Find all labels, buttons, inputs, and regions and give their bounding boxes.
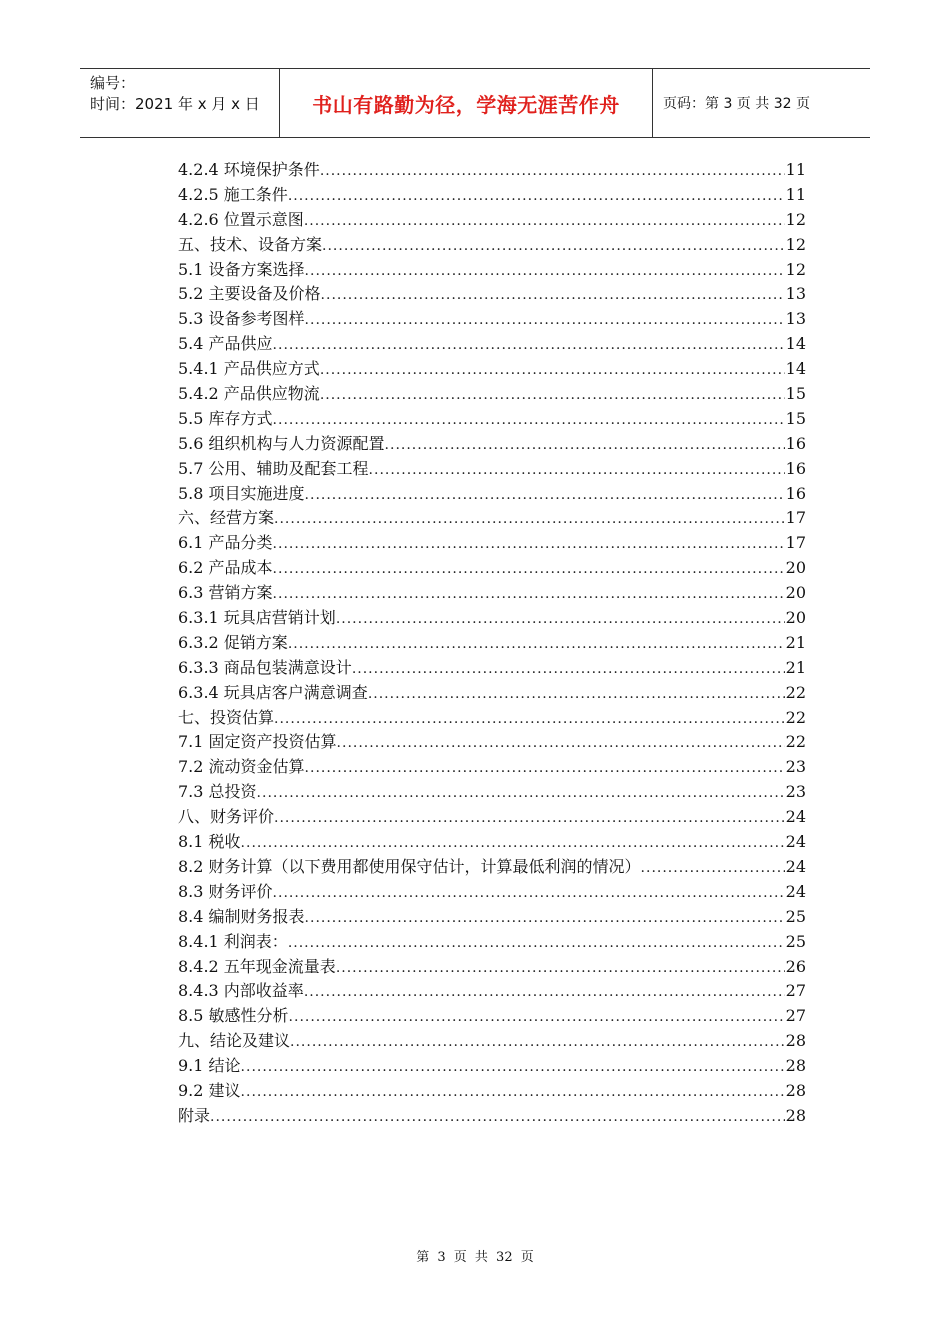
toc-entry-title: 8.4.1 利润表：	[178, 931, 288, 951]
toc-leader-dots	[273, 557, 785, 581]
toc-leader-dots	[352, 657, 785, 681]
toc-leader-dots	[290, 1030, 785, 1054]
toc-leader-dots	[273, 532, 785, 556]
toc-leader-dots	[368, 682, 785, 706]
toc-entry[interactable]	[178, 930, 806, 955]
toc-entry-page-number: 25	[785, 931, 806, 951]
page-footer: 第 3 页 共 32 页	[416, 1250, 534, 1265]
toc-entry-page-number: 23	[785, 757, 806, 777]
toc-entry-title: 5.1 设备方案选择	[178, 259, 305, 279]
toc-entry-title: 5.7 公用、辅助及配套工程	[178, 458, 369, 478]
page-header	[80, 68, 870, 138]
toc-leader-dots	[337, 731, 785, 755]
toc-leader-dots	[241, 1080, 785, 1104]
toc-entry[interactable]	[178, 1104, 806, 1129]
toc-entry-title: 4.2.5 施工条件	[178, 184, 288, 204]
toc-entry[interactable]	[178, 556, 806, 581]
toc-entry[interactable]	[178, 780, 806, 805]
toc-entry-title: 4.2.4 环境保护条件	[178, 160, 320, 179]
toc-leader-dots	[274, 507, 785, 531]
toc-entry-title: 8.2 财务计算（以下费用都使用保守估计，计算最低利润的情况）	[178, 856, 641, 876]
toc-entry[interactable]	[178, 730, 806, 755]
toc-leader-dots	[210, 1105, 785, 1129]
toc-entry[interactable]	[178, 955, 806, 980]
toc-entry[interactable]	[178, 357, 806, 382]
table-of-contents	[178, 158, 806, 1129]
toc-leader-dots	[273, 881, 785, 905]
toc-entry-page-number: 28	[785, 1031, 806, 1051]
toc-entry[interactable]	[178, 880, 806, 905]
toc-entry-title: 8.5 敏感性分析	[178, 1006, 289, 1026]
toc-entry-page-number: 17	[785, 508, 806, 528]
toc-entry-page-number: 15	[785, 384, 806, 404]
toc-entry-title: 4.2.6 位置示意图	[178, 209, 304, 229]
toc-leader-dots	[288, 931, 785, 955]
toc-leader-dots	[320, 383, 785, 407]
toc-entry-page-number: 20	[785, 583, 806, 603]
toc-entry[interactable]	[178, 531, 806, 556]
toc-entry-page-number: 27	[785, 1006, 806, 1026]
toc-entry[interactable]	[178, 855, 806, 880]
toc-leader-dots	[336, 956, 785, 980]
toc-entry-page-number: 22	[785, 707, 806, 727]
toc-entry-title: 5.5 库存方式	[178, 408, 273, 428]
toc-leader-dots	[273, 582, 785, 606]
toc-entry-page-number: 17	[785, 533, 806, 553]
toc-entry-title: 6.3 营销方案	[178, 583, 273, 603]
toc-leader-dots	[641, 856, 785, 880]
toc-leader-dots	[336, 607, 785, 631]
toc-entry-page-number: 20	[785, 608, 806, 628]
toc-entry-page-number: 16	[785, 458, 806, 478]
toc-entry-title: 5.4.2 产品供应物流	[178, 384, 320, 404]
toc-entry-page-number: 23	[785, 782, 806, 802]
toc-entry-page-number: 11	[785, 160, 806, 179]
toc-entry[interactable]	[178, 282, 806, 307]
toc-entry[interactable]	[178, 706, 806, 731]
toc-entry-page-number: 28	[785, 1105, 806, 1125]
toc-entry[interactable]	[178, 233, 806, 258]
toc-leader-dots	[321, 283, 785, 307]
toc-entry-page-number: 26	[785, 956, 806, 976]
toc-entry-title: 5.2 主要设备及价格	[178, 284, 321, 304]
toc-entry-title: 8.1 税收	[178, 832, 241, 852]
toc-entry[interactable]	[178, 382, 806, 407]
toc-entry-title: 6.2 产品成本	[178, 558, 273, 578]
toc-entry[interactable]	[178, 979, 806, 1004]
toc-entry[interactable]	[178, 457, 806, 482]
toc-entry-title: 9.1 结论	[178, 1056, 241, 1076]
toc-entry-title: 6.3.2 促销方案	[178, 632, 288, 652]
toc-entry[interactable]	[178, 183, 806, 208]
toc-entry[interactable]	[178, 656, 806, 681]
toc-entry[interactable]	[178, 1029, 806, 1054]
toc-entry-page-number: 24	[785, 881, 806, 901]
toc-entry-title: 九、结论及建议	[178, 1031, 291, 1051]
toc-entry[interactable]	[178, 805, 806, 830]
toc-entry[interactable]	[178, 407, 806, 432]
toc-leader-dots	[274, 707, 785, 731]
toc-entry-page-number: 12	[785, 234, 806, 254]
toc-entry-page-number: 22	[785, 682, 806, 702]
toc-entry-title: 6.1 产品分类	[178, 533, 273, 553]
toc-entry-page-number: 21	[785, 632, 806, 652]
toc-entry[interactable]	[178, 307, 806, 332]
toc-entry-page-number: 24	[785, 832, 806, 852]
toc-entry-title: 7.3 总投资	[178, 782, 257, 802]
toc-entry-title: 6.3.1 玩具店营销计划	[178, 608, 336, 628]
toc-entry-page-number: 21	[785, 657, 806, 677]
toc-leader-dots	[304, 209, 785, 233]
toc-entry[interactable]	[178, 606, 806, 631]
toc-leader-dots	[288, 184, 785, 208]
toc-entry[interactable]	[178, 1004, 806, 1029]
toc-entry-page-number: 22	[785, 732, 806, 752]
toc-entry[interactable]	[178, 506, 806, 531]
toc-leader-dots	[257, 781, 785, 805]
toc-entry-title: 7.1 固定资产投资估算	[178, 732, 337, 752]
toc-leader-dots	[305, 756, 785, 780]
toc-entry-page-number: 13	[785, 284, 806, 304]
toc-entry-page-number: 28	[785, 1080, 806, 1100]
toc-entry-title: 8.4 编制财务报表	[178, 906, 305, 926]
toc-entry-page-number: 24	[785, 807, 806, 827]
toc-entry[interactable]	[178, 1079, 806, 1104]
toc-entry-title: 5.8 项目实施进度	[178, 483, 305, 503]
document-number-label: 编号：	[90, 74, 136, 92]
toc-entry-page-number: 12	[785, 209, 806, 229]
toc-entry[interactable]	[178, 332, 806, 357]
toc-entry-title: 6.3.4 玩具店客户满意调查	[178, 682, 368, 702]
toc-entry[interactable]	[178, 1054, 806, 1079]
toc-leader-dots	[385, 433, 785, 457]
toc-entry-title: 7.2 流动资金估算	[178, 757, 305, 777]
toc-entry-page-number: 27	[785, 981, 806, 1001]
toc-entry[interactable]	[178, 208, 806, 233]
toc-leader-dots	[305, 259, 785, 283]
toc-entry[interactable]	[178, 681, 806, 706]
toc-entry-title: 9.2 建议	[178, 1080, 241, 1100]
header-page-info: 页码：第 3 页 共 32 页	[663, 96, 810, 112]
toc-entry-title: 附录	[178, 1105, 211, 1125]
toc-leader-dots	[241, 831, 785, 855]
toc-leader-dots	[305, 483, 785, 507]
toc-entry-title: 六、经营方案	[178, 508, 275, 528]
toc-leader-dots	[304, 980, 785, 1004]
toc-entry-page-number: 20	[785, 558, 806, 578]
toc-leader-dots	[289, 1005, 785, 1029]
toc-entry-title: 8.4.2 五年现金流量表	[178, 956, 336, 976]
toc-entry[interactable]	[178, 755, 806, 780]
toc-leader-dots	[320, 358, 785, 382]
toc-leader-dots	[241, 1055, 785, 1079]
toc-entry-page-number: 24	[785, 856, 806, 876]
toc-leader-dots	[288, 632, 785, 656]
toc-entry-title: 八、财务评价	[178, 807, 275, 827]
toc-leader-dots	[320, 159, 785, 183]
toc-leader-dots	[322, 234, 785, 258]
toc-entry-page-number: 15	[785, 408, 806, 428]
toc-leader-dots	[305, 906, 785, 930]
toc-leader-dots	[273, 333, 785, 357]
toc-entry-page-number: 14	[785, 334, 806, 354]
toc-entry-title: 五、技术、设备方案	[178, 234, 323, 254]
header-motto: 书山有路勤为径，学海无涯苦作舟	[280, 69, 653, 137]
toc-entry-title: 七、投资估算	[178, 707, 275, 727]
toc-entry-page-number: 16	[785, 433, 806, 453]
document-time-label: 时间：2021 年 x 月 x 日	[90, 95, 260, 113]
toc-leader-dots	[273, 408, 785, 432]
toc-leader-dots	[274, 806, 785, 830]
toc-entry[interactable]	[178, 581, 806, 606]
toc-entry-title: 5.4 产品供应	[178, 334, 273, 354]
toc-entry-page-number: 16	[785, 483, 806, 503]
toc-entry-page-number: 11	[785, 184, 806, 204]
toc-entry-title: 6.3.3 商品包装满意设计	[178, 657, 352, 677]
toc-entry[interactable]	[178, 258, 806, 283]
toc-entry-title: 5.6 组织机构与人力资源配置	[178, 433, 385, 453]
toc-entry-title: 8.4.3 内部收益率	[178, 981, 304, 1001]
toc-entry[interactable]	[178, 631, 806, 656]
toc-entry-page-number: 12	[785, 259, 806, 279]
header-meta	[80, 69, 280, 137]
toc-leader-dots	[369, 458, 785, 482]
toc-leader-dots	[305, 308, 785, 332]
toc-entry-title: 5.4.1 产品供应方式	[178, 359, 320, 379]
toc-entry-page-number: 25	[785, 906, 806, 926]
toc-entry[interactable]	[178, 158, 806, 183]
toc-entry-page-number: 28	[785, 1056, 806, 1076]
toc-entry[interactable]	[178, 905, 806, 930]
toc-entry[interactable]	[178, 482, 806, 507]
toc-entry-page-number: 13	[785, 309, 806, 329]
toc-entry[interactable]	[178, 830, 806, 855]
toc-entry-title: 5.3 设备参考图样	[178, 309, 305, 329]
toc-entry[interactable]	[178, 432, 806, 457]
toc-entry-page-number: 14	[785, 359, 806, 379]
toc-entry-title: 8.3 财务评价	[178, 881, 273, 901]
